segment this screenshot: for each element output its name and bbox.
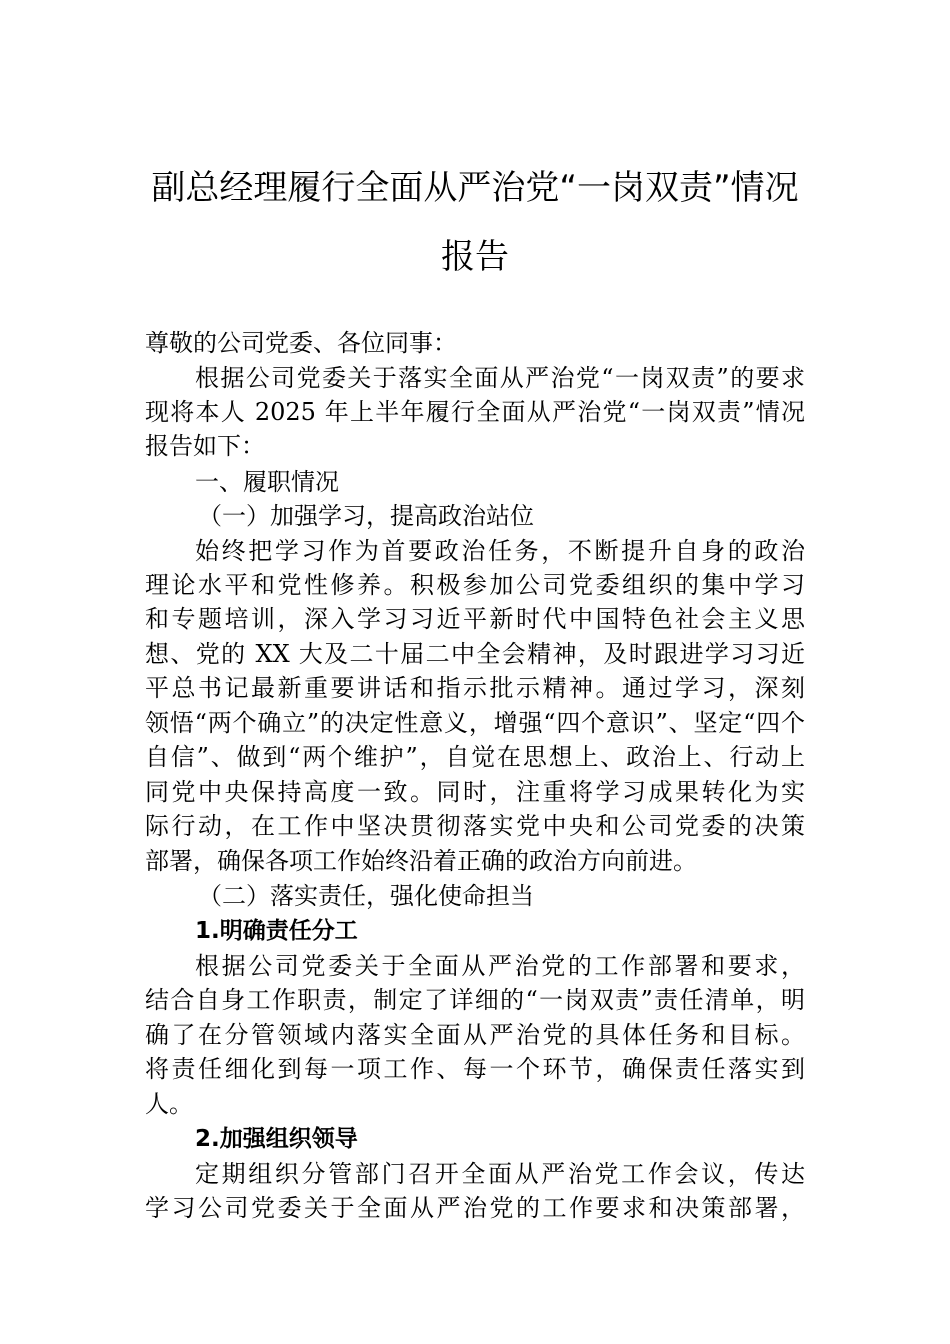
document-title-line-1: 副总经理履行全面从严治党“一岗双责”情况 xyxy=(151,168,799,208)
item-1-heading: 1.明确责任分工 xyxy=(195,918,358,944)
document-title-line-2: 报告 xyxy=(441,237,509,277)
intro-line: 现将本人 2025 年上半年履行全面从严治党“一岗双责”情况 xyxy=(145,398,805,426)
paragraph-line: 理论水平和党性修养。积极参加公司党委组织的集中学习 xyxy=(145,571,805,599)
paragraph-line: 根据公司党委关于全面从严治党的工作部署和要求， xyxy=(195,952,805,980)
paragraph-line: 自信”、做到“两个维护”，自觉在思想上、政治上、行动上 xyxy=(145,743,805,771)
paragraph-line: 人。 xyxy=(145,1090,193,1118)
subsection-1-heading: （一）加强学习，提高政治站位 xyxy=(198,502,534,530)
item-2-heading: 2.加强组织领导 xyxy=(195,1126,358,1152)
paragraph-line: 同党中央保持高度一致。同时，注重将学习成果转化为实 xyxy=(145,778,805,806)
paragraph-line: 学习公司党委关于全面从严治党的工作要求和决策部署， xyxy=(145,1194,805,1222)
paragraph-line: 想、党的 XX 大及二十届二中全会精神，及时跟进学习习近 xyxy=(145,640,805,668)
paragraph-line: 将责任细化到每一项工作、每一个环节，确保责任落实到 xyxy=(145,1055,805,1083)
paragraph-line: 部署，确保各项工作始终沿着正确的政治方向前进。 xyxy=(145,847,697,875)
section-1-heading: 一、履职情况 xyxy=(195,468,339,496)
intro-line: 报告如下： xyxy=(145,432,265,460)
intro-line: 根据公司党委关于落实全面从严治党“一岗双责”的要求 xyxy=(195,364,805,392)
paragraph-line: 始终把学习作为首要政治任务，不断提升自身的政治 xyxy=(195,537,805,565)
paragraph-line: 定期组织分管部门召开全面从严治党工作会议，传达 xyxy=(195,1160,805,1188)
paragraph-line: 平总书记最新重要讲话和指示批示精神。通过学习，深刻 xyxy=(145,674,805,702)
greeting: 尊敬的公司党委、各位同事： xyxy=(145,329,457,357)
paragraph-line: 和专题培训，深入学习习近平新时代中国特色社会主义思 xyxy=(145,605,805,633)
paragraph-line: 际行动，在工作中坚决贯彻落实党中央和公司党委的决策 xyxy=(145,812,805,840)
subsection-2-heading: （二）落实责任，强化使命担当 xyxy=(198,882,534,910)
paragraph-line: 领悟“两个确立”的决定性意义，增强“四个意识”、坚定“四个 xyxy=(145,709,805,737)
paragraph-line: 结合自身工作职责，制定了详细的“一岗双责”责任清单，明 xyxy=(145,986,805,1014)
paragraph-line: 确了在分管领域内落实全面从严治党的具体任务和目标。 xyxy=(145,1021,805,1049)
